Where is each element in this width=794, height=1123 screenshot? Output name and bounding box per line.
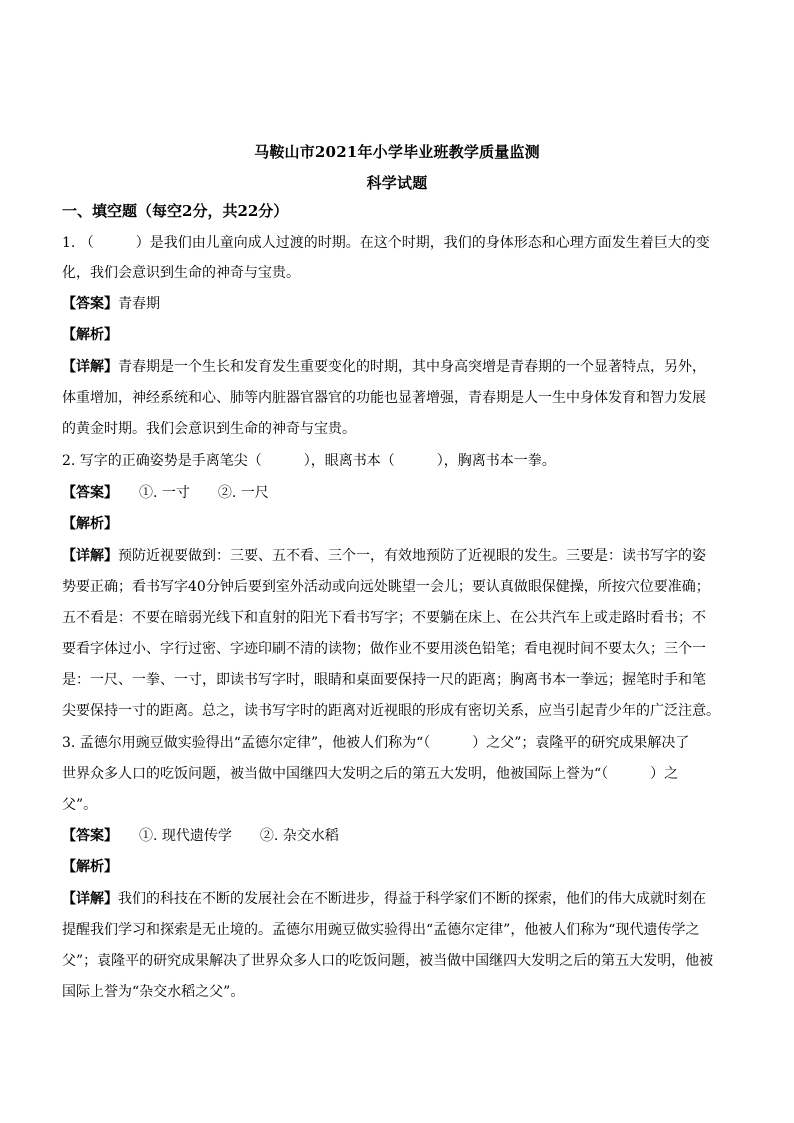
detail-2-line-2: 势要正确；看书写字40分钟后要到室外活动或向远处眺望一会儿；要认真做眼保健操，所按穴位要准确； bbox=[62, 579, 710, 595]
section-label: 【答案】 bbox=[62, 485, 111, 501]
section-label: 【详解】 bbox=[62, 548, 118, 564]
detail-3-line-4: 国际上誉为“杂交水稻之父”。 bbox=[62, 984, 245, 1000]
detail-2-line-3: 五不看是：不要在暗弱光线下和直射的阳光下看书写字；不要躺在床上、在公共汽车上或走路时看书；不 bbox=[62, 610, 706, 626]
detail-2-line-4: 要看字体过小、字行过密、字迹印刷不清的读物；做作业不要用淡色铅笔；看电视时间不要太久；三个一 bbox=[62, 641, 706, 657]
section-label: 【详解】 bbox=[62, 891, 118, 907]
answer-2: 【答案】 ①. 一寸 ②. 一尺 bbox=[62, 485, 269, 501]
detail-2-line-6: 尖要保持一寸的距离。总之，读书写字时的距离对近视眼的形成有密切关系，应当引起青少年的广泛注意。 bbox=[62, 703, 720, 719]
analysis-2 bbox=[62, 514, 732, 534]
analysis-3 bbox=[62, 857, 732, 877]
detail-2-line-1: 【详解】预防近视要做到：三要、五不看、三个一，有效地预防了近视眼的发生。三要是：读书写字的姿 bbox=[62, 548, 706, 564]
question-2-line-1: 2. 写字的正确姿势是手离笔尖（ ），眼离书本（ ），胸离书本一拳。 bbox=[62, 453, 556, 469]
detail-1-line-2: 体重增加，神经系统和心、肺等内脏器官器官的功能也显著增强，青春期是人一生中身体发育和智力发展 bbox=[62, 390, 706, 406]
section-label: 【解析】 bbox=[62, 327, 118, 343]
question-1-line-1: 1. （ ）是我们由儿童向成人过渡的时期。在这个时期，我们的身体形态和心理方面发生着巨大的变 bbox=[62, 235, 710, 251]
section-label: 【详解】 bbox=[62, 359, 118, 375]
detail-1-line-1: 【详解】青春期是一个生长和发育发生重要变化的时期，其中身高突增是青春期的一个显著特点，另外， bbox=[62, 359, 706, 375]
question-3-line-1: 3. 孟德尔用豌豆做实验得出“孟德尔定律”，他被人们称为“（ ）之父”；袁隆平的研究成果解决了 bbox=[62, 735, 690, 751]
question-3-line-3: 父”。 bbox=[62, 797, 98, 813]
analysis-1 bbox=[62, 325, 732, 345]
detail-3-line-2: 提醒我们学习和探索是无止境的。孟德尔用豌豆做实验得出“孟德尔定律”，他被人们称为“现代遗传学之 bbox=[62, 922, 700, 938]
section-heading: 一、填空题（每空2分，共22分） bbox=[62, 202, 289, 220]
section-label: 【答案】 bbox=[62, 296, 118, 312]
answer-3: 【答案】 ①. 现代遗传学 ②. 杂交水稻 bbox=[62, 828, 339, 844]
question-1-line-2: 化，我们会意识到生命的神奇与宝贵。 bbox=[62, 265, 300, 281]
answer-1: 【答案】青春期 bbox=[62, 296, 160, 312]
detail-2-line-5: 是：一尺、一拳、一寸，即读书写字时，眼睛和桌面要保持一尺的距离；胸离书本一拳远；握笔时手和笔 bbox=[62, 672, 706, 688]
detail-3-line-3: 父”；袁隆平的研究成果解决了世界众多人口的吃饭问题，被当做中国继四大发明之后的第五大发明，他被 bbox=[62, 953, 714, 969]
question-3-line-2: 世界众多人口的吃饭问题，被当做中国继四大发明之后的第五大发明，他被国际上誉为“（ ）之 bbox=[62, 766, 679, 782]
section-label: 【答案】 bbox=[62, 828, 111, 844]
page-title: 马鞍山市2021年小学毕业班教学质量监测 bbox=[254, 143, 540, 161]
section-label: 【解析】 bbox=[62, 516, 118, 532]
page-subtitle: 科学试题 bbox=[366, 174, 428, 192]
detail-1-line-3: 的黄金时期。我们会意识到生命的神奇与宝贵。 bbox=[62, 421, 356, 437]
detail-3-line-1: 【详解】我们的科技在不断的发展社会在不断进步，得益于科学家们不断的探索，他们的伟大成就时刻在 bbox=[62, 891, 706, 907]
section-label: 【解析】 bbox=[62, 859, 118, 875]
